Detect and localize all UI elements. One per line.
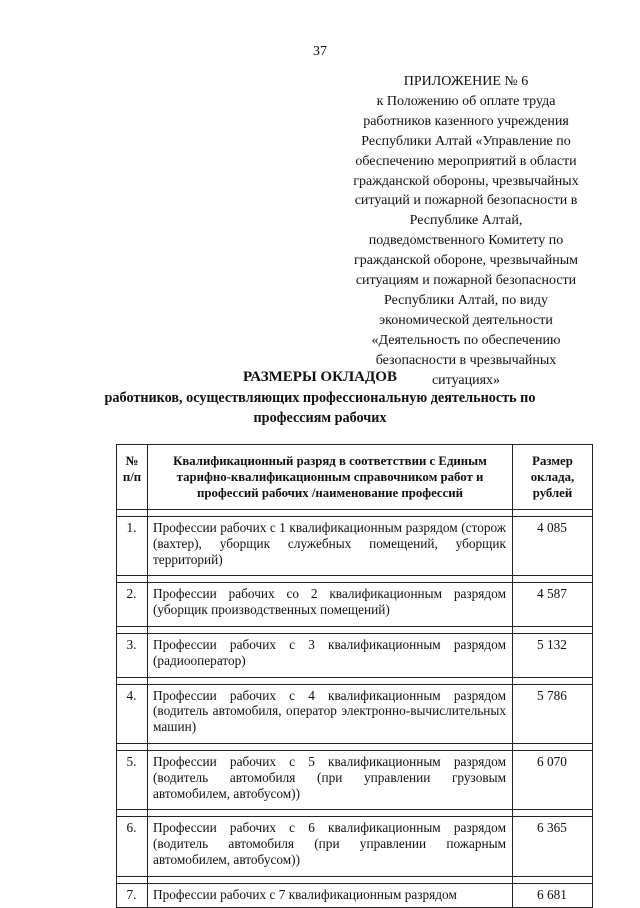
table-row bbox=[117, 517, 593, 576]
appendix-line: подведомственного Комитету по bbox=[368, 233, 564, 249]
appendix-line: к Положению об оплате труда bbox=[376, 93, 556, 109]
row-number: 5. bbox=[117, 750, 148, 809]
row-number: 2. bbox=[117, 583, 148, 627]
row-description: Профессии рабочих с 6 квалификационным разрядом (водитель автомобиля (при управлении пожарным автомобилем, автобусом)) bbox=[148, 817, 513, 876]
table-spacer bbox=[117, 510, 593, 517]
header-number: № п/п bbox=[117, 445, 148, 510]
row-amount: 6 070 bbox=[513, 750, 593, 809]
table-spacer bbox=[117, 677, 593, 684]
row-amount: 5 786 bbox=[513, 684, 593, 743]
row-amount: 4 085 bbox=[513, 517, 593, 576]
row-amount: 4 587 bbox=[513, 583, 593, 627]
row-amount: 6 681 bbox=[513, 883, 593, 907]
page-number: 37 bbox=[313, 44, 327, 59]
appendix-line: гражданской обороны, чрезвычайных bbox=[353, 173, 579, 189]
row-description: Профессии рабочих с 4 квалификационным разрядом (водитель автомобиля, оператор электронно-вычислительных машин) bbox=[148, 684, 513, 743]
appendix-line: экономической деятельности bbox=[379, 312, 553, 328]
document-title: РАЗМЕРЫ ОКЛАДОВ bbox=[243, 369, 397, 385]
subtitle-line: профессиям рабочих bbox=[253, 409, 387, 426]
row-description: Профессии рабочих с 1 квалификационным разрядом (сторож (вахтер), уборщик служебных помещений, уборщик территорий) bbox=[148, 517, 513, 576]
appendix-line: обеспечению мероприятий в области bbox=[355, 153, 577, 169]
table-spacer bbox=[117, 743, 593, 750]
row-number: 4. bbox=[117, 684, 148, 743]
table-row bbox=[117, 817, 593, 876]
salary-table bbox=[116, 444, 593, 908]
table-row bbox=[117, 883, 593, 907]
table-header-row bbox=[117, 445, 593, 510]
row-description: Профессии рабочих со 2 квалификационным разрядом (уборщик производственных помещений) bbox=[148, 583, 513, 627]
appendix-line: ПРИЛОЖЕНИЕ № 6 bbox=[403, 74, 529, 89]
appendix-line: гражданской обороне, чрезвычайным bbox=[353, 253, 579, 269]
row-number: 6. bbox=[117, 817, 148, 876]
appendix-line: Республике Алтай, bbox=[409, 213, 523, 229]
appendix-line: ситуаций и пожарной безопасности в bbox=[354, 193, 578, 209]
table-row bbox=[117, 633, 593, 677]
row-description: Профессии рабочих с 5 квалификационным разрядом (водитель автомобиля (при управлении грузовым автомобилем, автобусом)) bbox=[148, 750, 513, 809]
document-subtitle bbox=[0, 389, 640, 428]
row-amount: 5 132 bbox=[513, 633, 593, 677]
row-number: 1. bbox=[117, 517, 148, 576]
appendix-line: ситуациях» bbox=[431, 372, 501, 388]
appendix-line: Республики Алтай «Управление по bbox=[361, 133, 571, 149]
table-spacer bbox=[117, 626, 593, 633]
subtitle-line: работников, осуществляющих профессиональную деятельность по bbox=[104, 390, 536, 406]
row-description: Профессии рабочих с 7 квалификационным разрядом bbox=[148, 883, 513, 907]
table-row bbox=[117, 750, 593, 809]
appendix-line: ситуациям и пожарной безопасности bbox=[355, 273, 577, 289]
table-spacer bbox=[117, 576, 593, 583]
row-number: 3. bbox=[117, 633, 148, 677]
appendix-header bbox=[340, 72, 592, 391]
table-row bbox=[117, 583, 593, 627]
header-amount: Размер оклада, рублей bbox=[513, 445, 593, 510]
appendix-line: безопасности в чрезвычайных bbox=[375, 352, 557, 368]
table-spacer bbox=[117, 810, 593, 817]
appendix-line: «Деятельность по обеспечению bbox=[371, 332, 561, 348]
table-spacer bbox=[117, 876, 593, 883]
header-description: Квалификационный разряд в соответствии с Единым тарифно-квалификационным справочником работ и профессий рабочих /наименование профессий bbox=[148, 445, 513, 510]
row-amount: 6 365 bbox=[513, 817, 593, 876]
appendix-line: Республики Алтай, по виду bbox=[383, 292, 549, 308]
row-number: 7. bbox=[117, 883, 148, 907]
appendix-line: работников казенного учреждения bbox=[363, 113, 569, 129]
row-description: Профессии рабочих с 3 квалификационным разрядом (радиооператор) bbox=[148, 633, 513, 677]
table-row bbox=[117, 684, 593, 743]
